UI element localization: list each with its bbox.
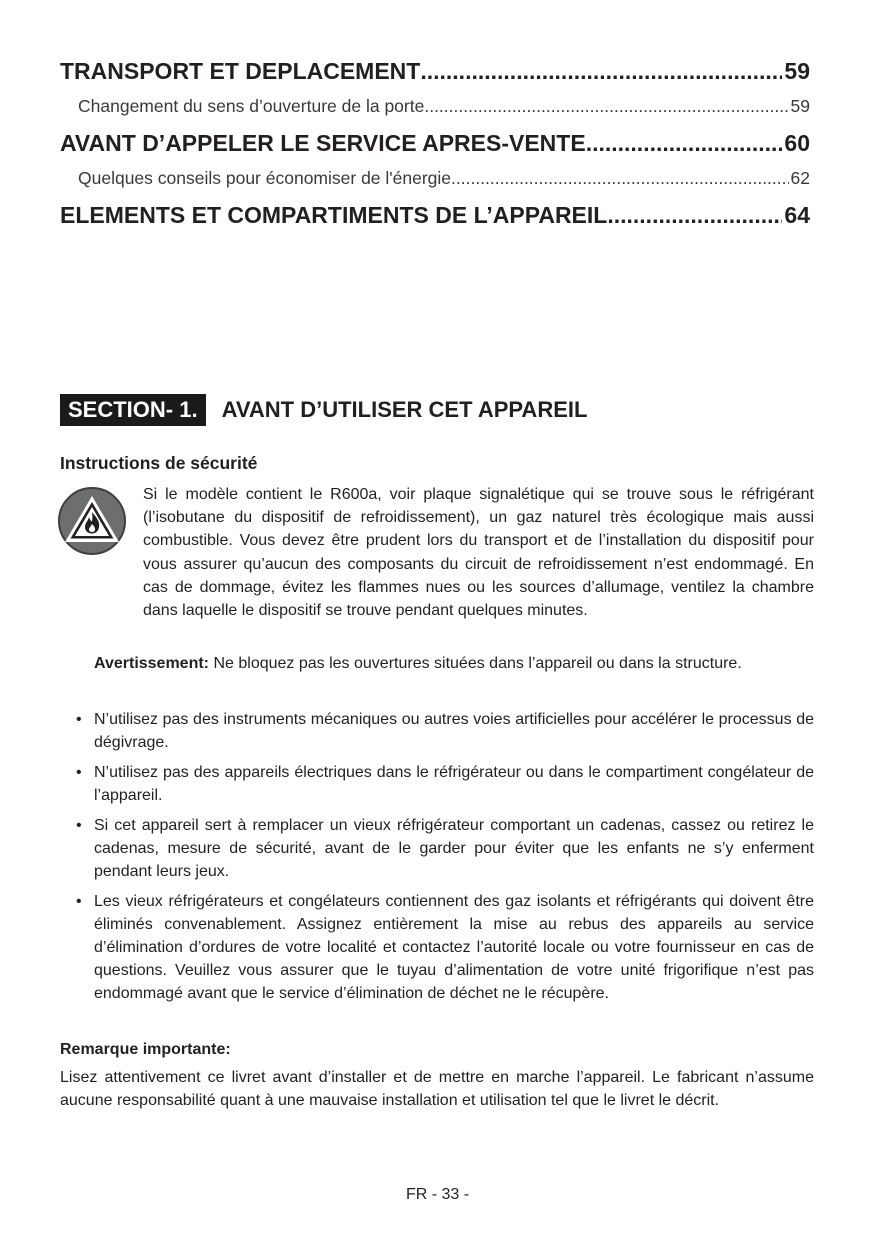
toc-title: Changement du sens d’ouverture de la porte — [78, 96, 425, 116]
toc-title: Quelques conseils pour économiser de l'énergie — [78, 168, 452, 188]
remark-paragraph: Lisez attentivement ce livret avant d’installer et de mettre en marche l’appareil. Le fabricant n’assume aucune responsabilité quant à une mauvaise installation et utilisation tel que le livret le décrit. — [60, 1069, 814, 1109]
toc-page: 60 — [784, 130, 810, 156]
warning-text: Ne bloquez pas les ouvertures situées dans l’appareil ou dans la structure. — [209, 655, 742, 672]
page-number: FR - 33 - — [405, 1186, 470, 1203]
list-item: • Si cet appareil sert à remplacer un vieux réfrigérateur comportant un cadenas, cassez ou retirez le cadenas, mesure de sécurité, avant de le garder pour éviter que les enfants ne s’y enferment pendant leurs jeux. — [60, 814, 814, 883]
toc-page: 59 — [784, 58, 810, 84]
list-item: • N’utilisez pas des appareils électriques dans le réfrigérateur ou dans le compartiment congélateur de l’appareil. — [60, 761, 814, 807]
toc-title: AVANT D’APPELER LE SERVICE APRES-VENTE — [60, 130, 586, 156]
warning-paragraph — [94, 652, 814, 675]
section-header — [60, 394, 587, 426]
list-item: • N’utilisez pas des instruments mécaniques ou autres voies artificielles pour accélérer le processus de dégivrage. — [60, 708, 814, 754]
toc-title: ELEMENTS ET COMPARTIMENTS DE L’APPAREIL — [60, 202, 608, 228]
toc-page: 59 — [790, 96, 810, 116]
toc-page: 64 — [784, 202, 810, 228]
remark-heading: Remarque importante: — [60, 1041, 231, 1058]
warning-label: Avertissement: — [94, 655, 210, 672]
section-title: AVANT D’UTILISER CET APPAREIL — [221, 397, 588, 422]
list-item: • Les vieux réfrigérateurs et congélateurs contiennent des gaz isolants et réfrigérants qui doivent être éliminés convenablement. Assignez entièrement la mise au rebus des appareils au service d’élimination d’ordures de votre localité et contactez l’autorité locale ou votre fournisseur en cas de questions. Veuillez vous assurer que le tuyau d’alimentation de votre unité frigorifique n’est pas endommagé avant que le service d’élimination de déchet ne le récupère. — [60, 890, 814, 1005]
table-of-contents — [60, 56, 810, 230]
toc-page: 62 — [790, 168, 810, 188]
toc-entry-energy-tips[interactable] — [60, 164, 810, 192]
safety-list — [60, 708, 814, 1012]
toc-entry-service[interactable] — [60, 128, 810, 158]
toc-entry-door-reversal[interactable] — [60, 92, 810, 120]
r600a-paragraph: Si le modèle contient le R600a, voir plaque signalétique qui se trouve sous le réfrigérant (l’isobutane du dispositif de refroidissement), un gaz naturel très écologique mais aussi combustible. Vous devez être prudent lors du transport et de l’installation du dispositif pour vous assurer qu’aucun des composants du circuit de refroidissement n’est endommagé. En cas de dommage, évitez les flammes nues ou les sources d’allumage, ventilez la chambre dans laquelle le dispositif se trouve pendant quelques minutes. — [143, 486, 814, 620]
toc-title: TRANSPORT ET DEPLACEMENT — [60, 58, 421, 84]
flammable-warning-icon — [57, 486, 127, 556]
toc-entry-transport[interactable] — [60, 56, 810, 86]
section-badge: SECTION- 1. — [60, 394, 206, 426]
instructions-heading: Instructions de sécurité — [60, 453, 258, 473]
toc-entry-compartments[interactable] — [60, 200, 810, 230]
